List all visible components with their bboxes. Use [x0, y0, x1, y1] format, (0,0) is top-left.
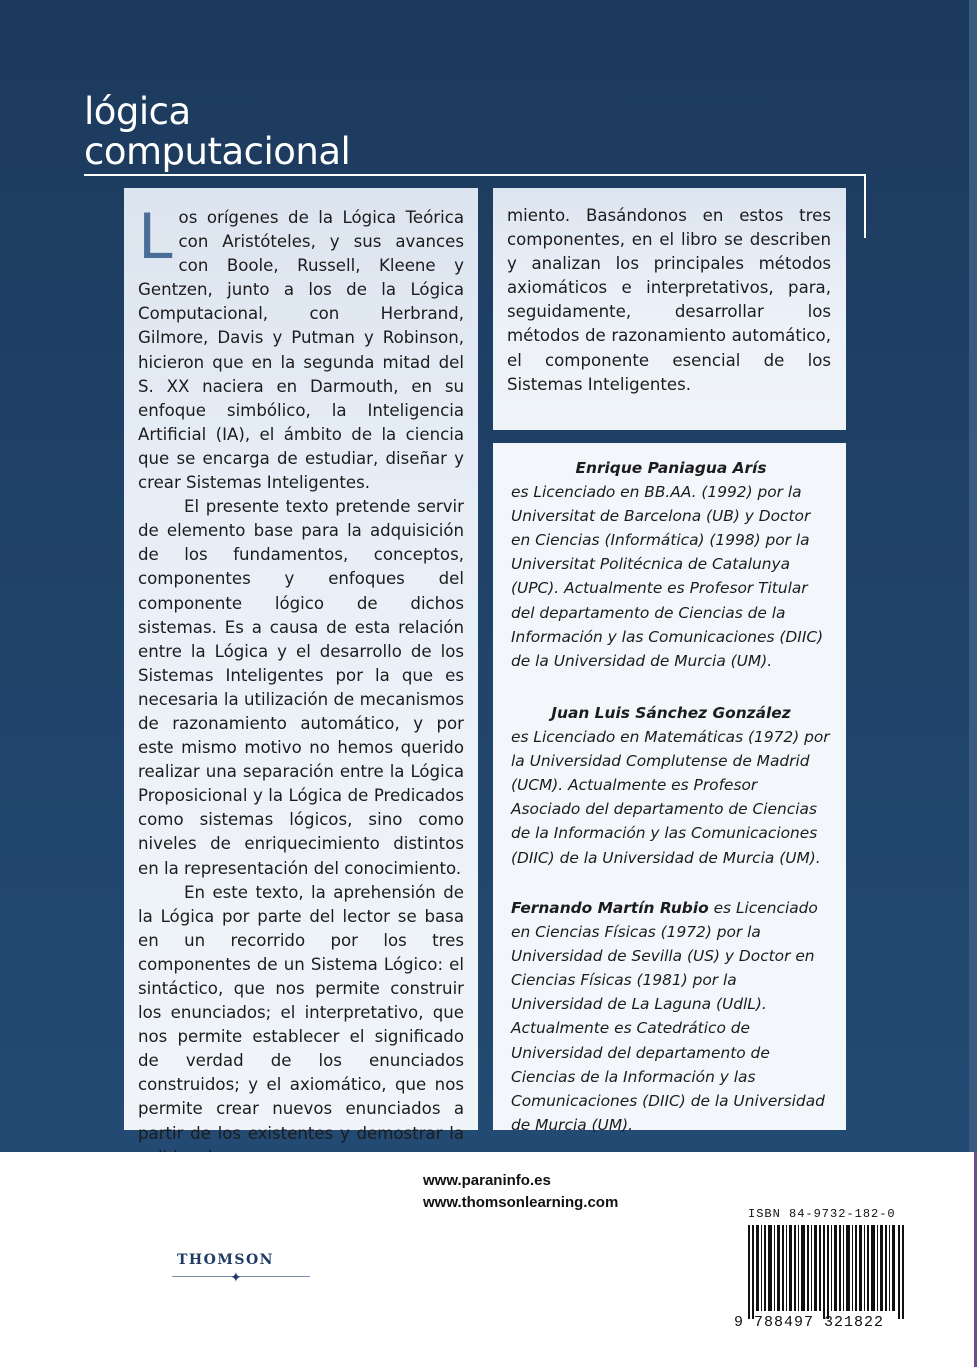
book-title	[84, 92, 350, 172]
author-bio-text-3: es Licenciado en Ciencias Físicas (1972) por la Universidad de Sevilla (US) y Doctor en Ciencias Físicas (1981) por la Universidad de La Laguna (UdlL). Actualmente es Catedrático de Universidad del departamento de Ciencias de la Información y las Comunicaciones (DIIC) de la Universidad de Murcia (UM).	[511, 899, 825, 1134]
title-line-1: lógica	[84, 90, 191, 133]
paragraph-1-text: os orígenes de la Lógica Teórica con Aristóteles, y sus avances con Boole, Russell, Kleene y Gentzen, junto a los de la Lógica Computacional, con Herbrand, Gilmore, Davis y Putman y Robinson, hicieron que en la segunda mitad del S. XX naciera en Darmouth, en su enfoque simbólico, la Inteligencia Artificial (IA), el ámbito de la ciencia que se encarga de estudiar, diseñar y crear Sistemas Inteligentes.	[138, 208, 464, 493]
isbn-label: ISBN 84-9732-182-0	[748, 1207, 896, 1221]
paragraph-2: El presente texto pretende servir de elemento base para la adquisición de los fundamentos, conceptos, componentes y enfoques del componente lógico de dichos sistemas. Es a causa de esta relación entre la Lógica y el desarrollo de los Sistemas Inteligentes por la que es necesaria la utilización de mecanismos de razonamiento automático, y por este mismo motivo no hemos querido realizar una separación entre la Lógica Proposicional y la Lógica de Predicados como sistemas lógicos, sino como niveles de enriquecimiento distintos en la representación del conocimiento.	[138, 497, 464, 878]
back-cover-footer	[0, 1152, 977, 1367]
publisher-logo: THOMSON	[177, 1252, 274, 1268]
author-name-3: Fernando Martín Rubio	[511, 899, 709, 917]
paragraph-1	[138, 200, 464, 495]
title-underline	[84, 174, 866, 176]
title-line-2: computacional	[84, 130, 351, 173]
cover-edge-strip	[969, 0, 977, 1152]
dropcap-letter: L	[138, 200, 173, 273]
description-panel-right	[493, 188, 846, 430]
barcode	[748, 1225, 904, 1319]
description-continued: miento. Basándonos en estos tres componentes, en el libro se describen y analizan los principales métodos axiomáticos e interpretativos, para, seguidamente, desarrollar los métodos de razonamiento automático, el componente esencial de los Sistemas Inteligentes.	[507, 206, 831, 394]
title-frame-vertical	[864, 174, 866, 238]
publisher-urls	[423, 1170, 618, 1214]
url-thomsonlearning[interactable]: www.thomsonlearning.com	[423, 1194, 619, 1211]
author-bio-text-1: es Licenciado en BB.AA. (1992) por la Universitat de Barcelona (UB) y Doctor en Ciencias (Informática) (1998) por la Universitat Politécnica de Catalunya (UPC). Actualmente es Profesor Titular del departamento de Ciencias de la Información y las Comunicaciones (DIIC) de la Universidad de Murcia (UM).	[511, 483, 824, 670]
author-name-1: Enrique Paniagua Arís	[575, 459, 767, 477]
author-name-2: Juan Luis Sánchez González	[551, 704, 791, 722]
author-bio-text-2: es Licenciado en Matemáticas (1972) por la Universidad Complutense de Madrid (UCM). Actualmente es Profesor Asociado del departamento de Ciencias de la Información y las Comunicaciones (DIIC) de la Universidad de Murcia (UM).	[511, 728, 830, 867]
author-bio-2	[511, 701, 831, 870]
author-bio-3	[511, 896, 831, 1137]
description-text	[138, 200, 464, 1170]
url-paraninfo[interactable]: www.paraninfo.es	[423, 1172, 551, 1189]
author-bio-1	[511, 456, 831, 673]
authors-panel	[493, 443, 846, 1134]
paragraph-3: En este texto, la aprehensión de la Lógica por parte del lector se basa en un recorrido por los tres componentes de un Sistema Lógico: el sintáctico, que nos permite construir los enunciados; el interpretativo, que nos permite establecer el significado de verdad de los enunciados construidos; y el axiomático, que nos permite crear nuevos enunciados a partir de los existentes y demostrar la	[138, 882, 464, 1143]
star-icon: ✦	[230, 1269, 242, 1285]
description-panel-left	[124, 188, 478, 1143]
barcode-number: 9 788497 321822	[734, 1314, 885, 1331]
